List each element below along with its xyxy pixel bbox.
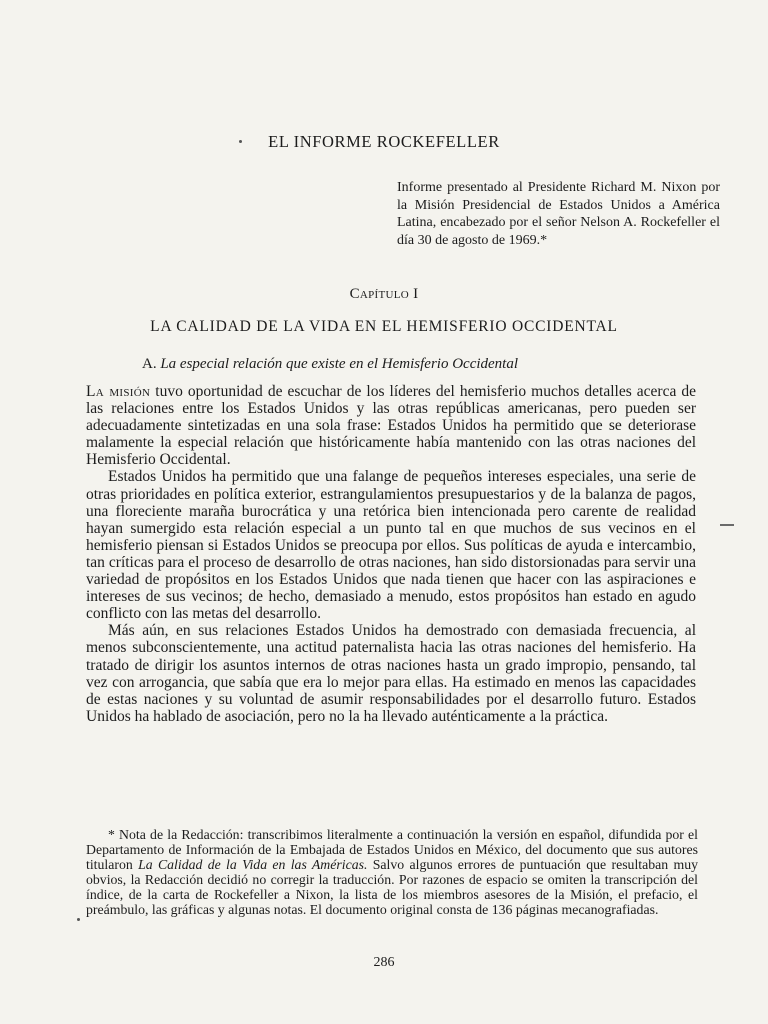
paragraph-2: Estados Unidos ha permitido que una falange de pequeños intereses especiales, una serie de otras prioridades en política exterior, estrangulamientos presupuestarios y de la balanza de pagos, una floreciente maraña burocrática y una retórica bien intencionada pero carente de realidad hayan sumergido esta relación especial a un punto tal en que muchos de sus vecinos en el hemisferio piensan si Estados Unidos se preocupa por ellos. Sus políticas de ayuda e intercambio, tan críticas para el proceso de desarrollo de otras naciones, han sido distorsionadas para servir una variedad de propósitos en los Estados Unidos que nada tienen que hacer con las aspiraciones e intereses de sus vecinos; de hecho, demasiado a menudo, estos propósitos han estado en agudo conflicto con las metas del desarrollo. xyxy=(86,468,696,623)
footnote xyxy=(86,827,698,918)
body-text xyxy=(86,383,696,725)
section-title: La especial relación que existe en el Hemisferio Occidental xyxy=(160,356,519,372)
section-heading xyxy=(142,356,702,373)
document-title: EL INFORME ROCKEFELLER xyxy=(268,132,500,151)
footnote-paragraph xyxy=(86,827,698,918)
epigraph: Informe presentado al Presidente Richard M. Nixon por la Misión Presidencial de Estados Unidos a América Latina, encabezado por el señor Nelson A. Rockefeller el día 30 de agosto de 1969.* xyxy=(397,180,720,248)
paragraph-3: Más aún, en sus relaciones Estados Unidos ha demostrado con demasiada frecuencia, al menos subconscientemente, una actitud paternalista hacia las otras naciones del hemisferio. Ha tratado de dirigir los asuntos internos de otras naciones hasta un grado impropio, pensando, tal vez con arrogancia, que sabía que era lo mejor para ellas. Ha estimado en menos las capacidades de estas naciones y su voluntad de asumir responsabilidades por el desarrollo futuro. Estados Unidos ha hablado de asociación, pero no la ha llevado auténticamente a la práctica. xyxy=(86,622,696,725)
chapter-label: Capítulo I xyxy=(349,286,419,302)
section-marker: A. xyxy=(142,356,157,372)
paragraph-1-lead: La misión xyxy=(86,383,151,400)
paragraph-1-text: tuvo oportunidad de escuchar de los líderes del hemisferio muchos detalles acerca de las relaciones entre los Estados Unidos y las otras repúblicas americanas, pero pueden ser adecuadamente sintetizadas en una sola frase: Estados Unidos ha permitido que se deteriorase malamente la especial relación que históricamente había mantenido con las otras naciones del Hemisferio Occidental. xyxy=(86,383,696,469)
footnote-italic-title: La Calidad de la Vida en las Américas. xyxy=(138,857,368,873)
scan-speck xyxy=(77,918,80,921)
scan-speck xyxy=(239,140,242,143)
footnote-text-1: * Nota de la Redacción: transcribimos literalmente a continuación la versión en español, difundida por el Departamento de Información de la Embajada de Estados Unidos en México, del documento que sus autores titularon xyxy=(86,827,698,873)
footnote-text-2: Salvo algunos errores de puntuación que resultaban muy obvios, la Redacción decidió no corregir la traducción. Por razones de espacio se omiten la transcripción del índice, de la carta de Rockefeller a Nixon, la lista de los miembros asesores de la Misión, el prefacio, el preámbulo, las gráficas y algunas notas. El documento original consta de 136 páginas mecanografiadas. xyxy=(86,857,699,918)
page-number: 286 xyxy=(373,955,395,970)
chapter-title: LA CALIDAD DE LA VIDA EN EL HEMISFERIO OCCIDENTAL xyxy=(150,318,618,335)
paragraph-1 xyxy=(86,383,696,468)
margin-mark xyxy=(720,524,734,526)
